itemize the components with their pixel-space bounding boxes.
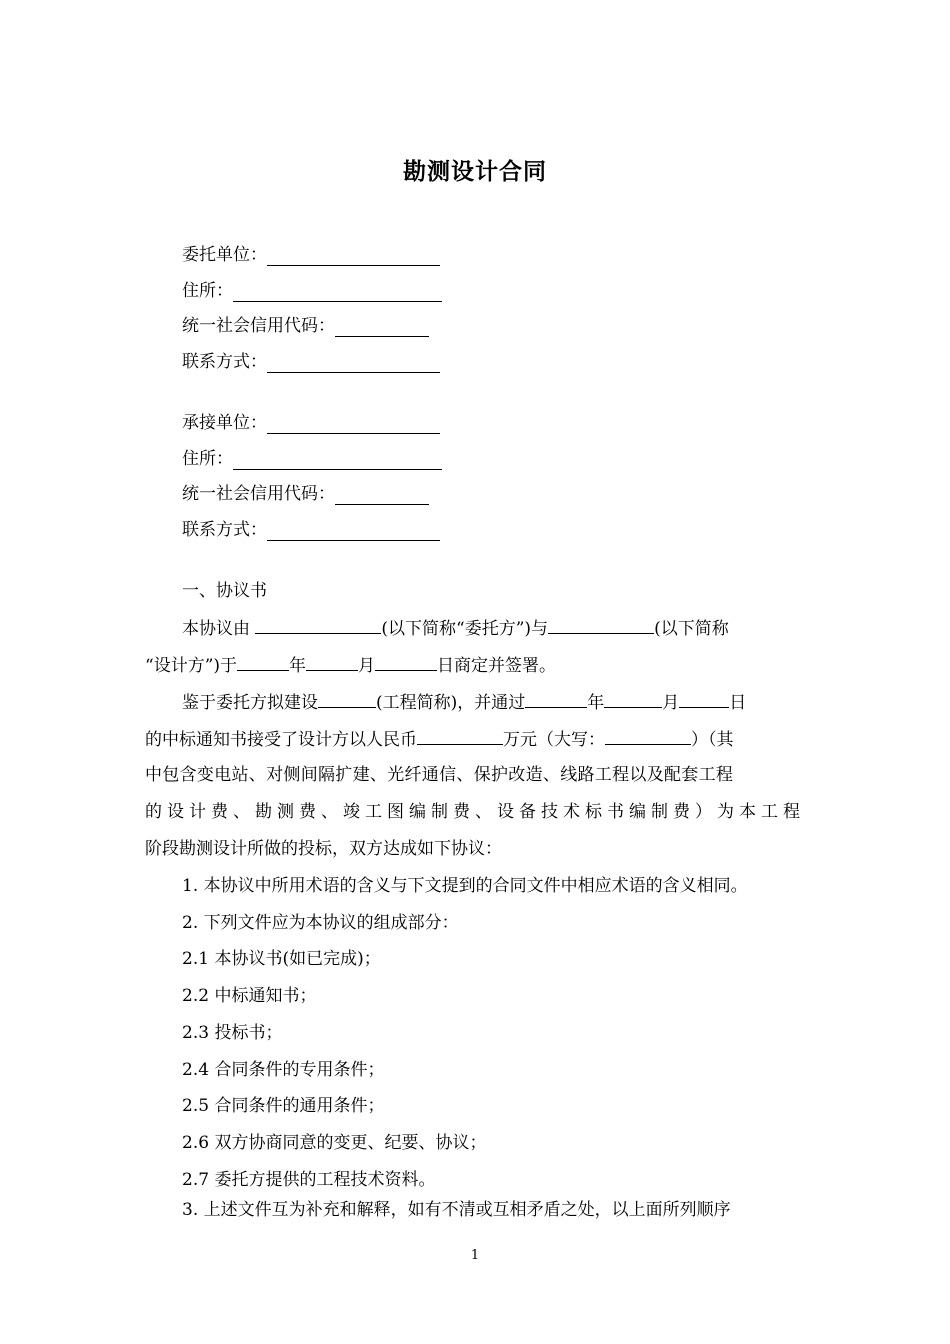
- contractor-credit-code-label: 统一社会信用代码：: [182, 484, 335, 504]
- para2-text-f: 的中标通知书接受了设计方以人民币: [145, 730, 417, 750]
- list-item: 2. 下列文件应为本协议的组成部分：: [182, 913, 459, 933]
- list-item: 2.5 合同条件的通用条件；: [182, 1096, 385, 1116]
- sign-day-blank[interactable]: [375, 650, 437, 671]
- para2-line2: [145, 724, 734, 754]
- client-credit-code-field: [182, 312, 429, 340]
- client-address-blank[interactable]: [233, 279, 442, 302]
- client-address-field: [182, 277, 442, 305]
- project-name-blank[interactable]: [318, 687, 376, 708]
- list-item: 2.2 中标通知书；: [182, 986, 317, 1006]
- client-credit-code-blank[interactable]: [335, 314, 429, 337]
- client-unit-label: 委托单位：: [182, 245, 267, 265]
- contractor-unit-blank[interactable]: [267, 411, 440, 434]
- sign-month-blank[interactable]: [306, 650, 358, 671]
- contractor-credit-code-field: [182, 480, 429, 508]
- client-contact-field: [182, 348, 440, 376]
- amount-capital-blank[interactable]: [605, 724, 691, 745]
- contractor-address-field: [182, 445, 442, 473]
- notice-month-blank[interactable]: [604, 687, 662, 708]
- para1-text-b: (以下简称“委托方”)与: [381, 619, 549, 639]
- contractor-contact-label: 联系方式：: [182, 520, 267, 540]
- client-name-blank[interactable]: [255, 613, 381, 634]
- para1-text-c: (以下简称: [654, 619, 729, 639]
- list-item: 1. 本协议中所用术语的含义与下文提到的合同文件中相应术语的含义相同。: [182, 876, 748, 896]
- para2-text-c: 年: [587, 693, 605, 713]
- para2-text-g: 万元（大写：: [503, 730, 605, 750]
- contractor-contact-blank[interactable]: [267, 518, 440, 541]
- list-item: 2.4 合同条件的专用条件；: [182, 1060, 385, 1080]
- client-credit-code-label: 统一社会信用代码：: [182, 316, 335, 336]
- list-item: 2.1 本协议书(如已完成)；: [182, 949, 381, 969]
- para2-line1: [182, 687, 746, 717]
- para2-text-e: 日: [729, 693, 747, 713]
- section-heading: 一、协议书: [182, 581, 267, 601]
- para1-text-g: 日商定并签署。: [437, 656, 557, 676]
- amount-blank[interactable]: [417, 724, 503, 745]
- para2-text-a: 鉴于委托方拟建设: [182, 693, 318, 713]
- sign-year-blank[interactable]: [237, 650, 289, 671]
- para1-line1: [182, 613, 729, 643]
- contractor-address-label: 住所：: [182, 449, 233, 469]
- para2-text-h: ）（其: [691, 730, 734, 750]
- para1-text-a: 本协议由: [182, 619, 256, 639]
- contractor-credit-code-blank[interactable]: [335, 482, 429, 505]
- page-title: 勘测设计合同: [403, 159, 547, 185]
- client-contact-label: 联系方式：: [182, 352, 267, 372]
- para1-text-d: “设计方”)于: [145, 656, 238, 676]
- client-address-label: 住所：: [182, 281, 233, 301]
- client-unit-field: [182, 241, 440, 269]
- para2-line3: 中包含变电站、对侧间隔扩建、光纤通信、保护改造、线路工程以及配套工程: [145, 765, 734, 785]
- para2-text-d: 月: [662, 693, 680, 713]
- contractor-unit-label: 承接单位：: [182, 413, 267, 433]
- list-item: 2.7 委托方提供的工程技术资料。: [182, 1170, 436, 1190]
- para1-text-f: 月: [358, 656, 376, 676]
- designer-name-blank[interactable]: [548, 613, 654, 634]
- contractor-unit-field: [182, 409, 440, 437]
- list-item: 2.3 投标书；: [182, 1023, 283, 1043]
- para1-text-e: 年: [289, 656, 307, 676]
- contractor-address-blank[interactable]: [233, 447, 442, 470]
- page-number: 1: [470, 1248, 480, 1263]
- client-unit-blank[interactable]: [267, 243, 440, 266]
- para2-line5: 阶段勘测设计所做的投标，双方达成如下协议：: [145, 839, 502, 859]
- list-item: 2.6 双方协商同意的变更、纪要、协议；: [182, 1133, 487, 1153]
- list-item: 3. 上述文件互为补充和解释，如有不清或互相矛盾之处，以上面所列顺序: [182, 1200, 731, 1220]
- notice-day-blank[interactable]: [679, 687, 729, 708]
- client-contact-blank[interactable]: [267, 350, 440, 373]
- para2-text-b: (工程简称)，并通过: [376, 693, 526, 713]
- para1-line2: [145, 650, 556, 680]
- notice-year-blank[interactable]: [525, 687, 587, 708]
- para2-line4: 的设计费、勘测费、竣工图编制费、设备技术标书编制费）为本工程: [145, 802, 805, 822]
- contractor-contact-field: [182, 516, 440, 544]
